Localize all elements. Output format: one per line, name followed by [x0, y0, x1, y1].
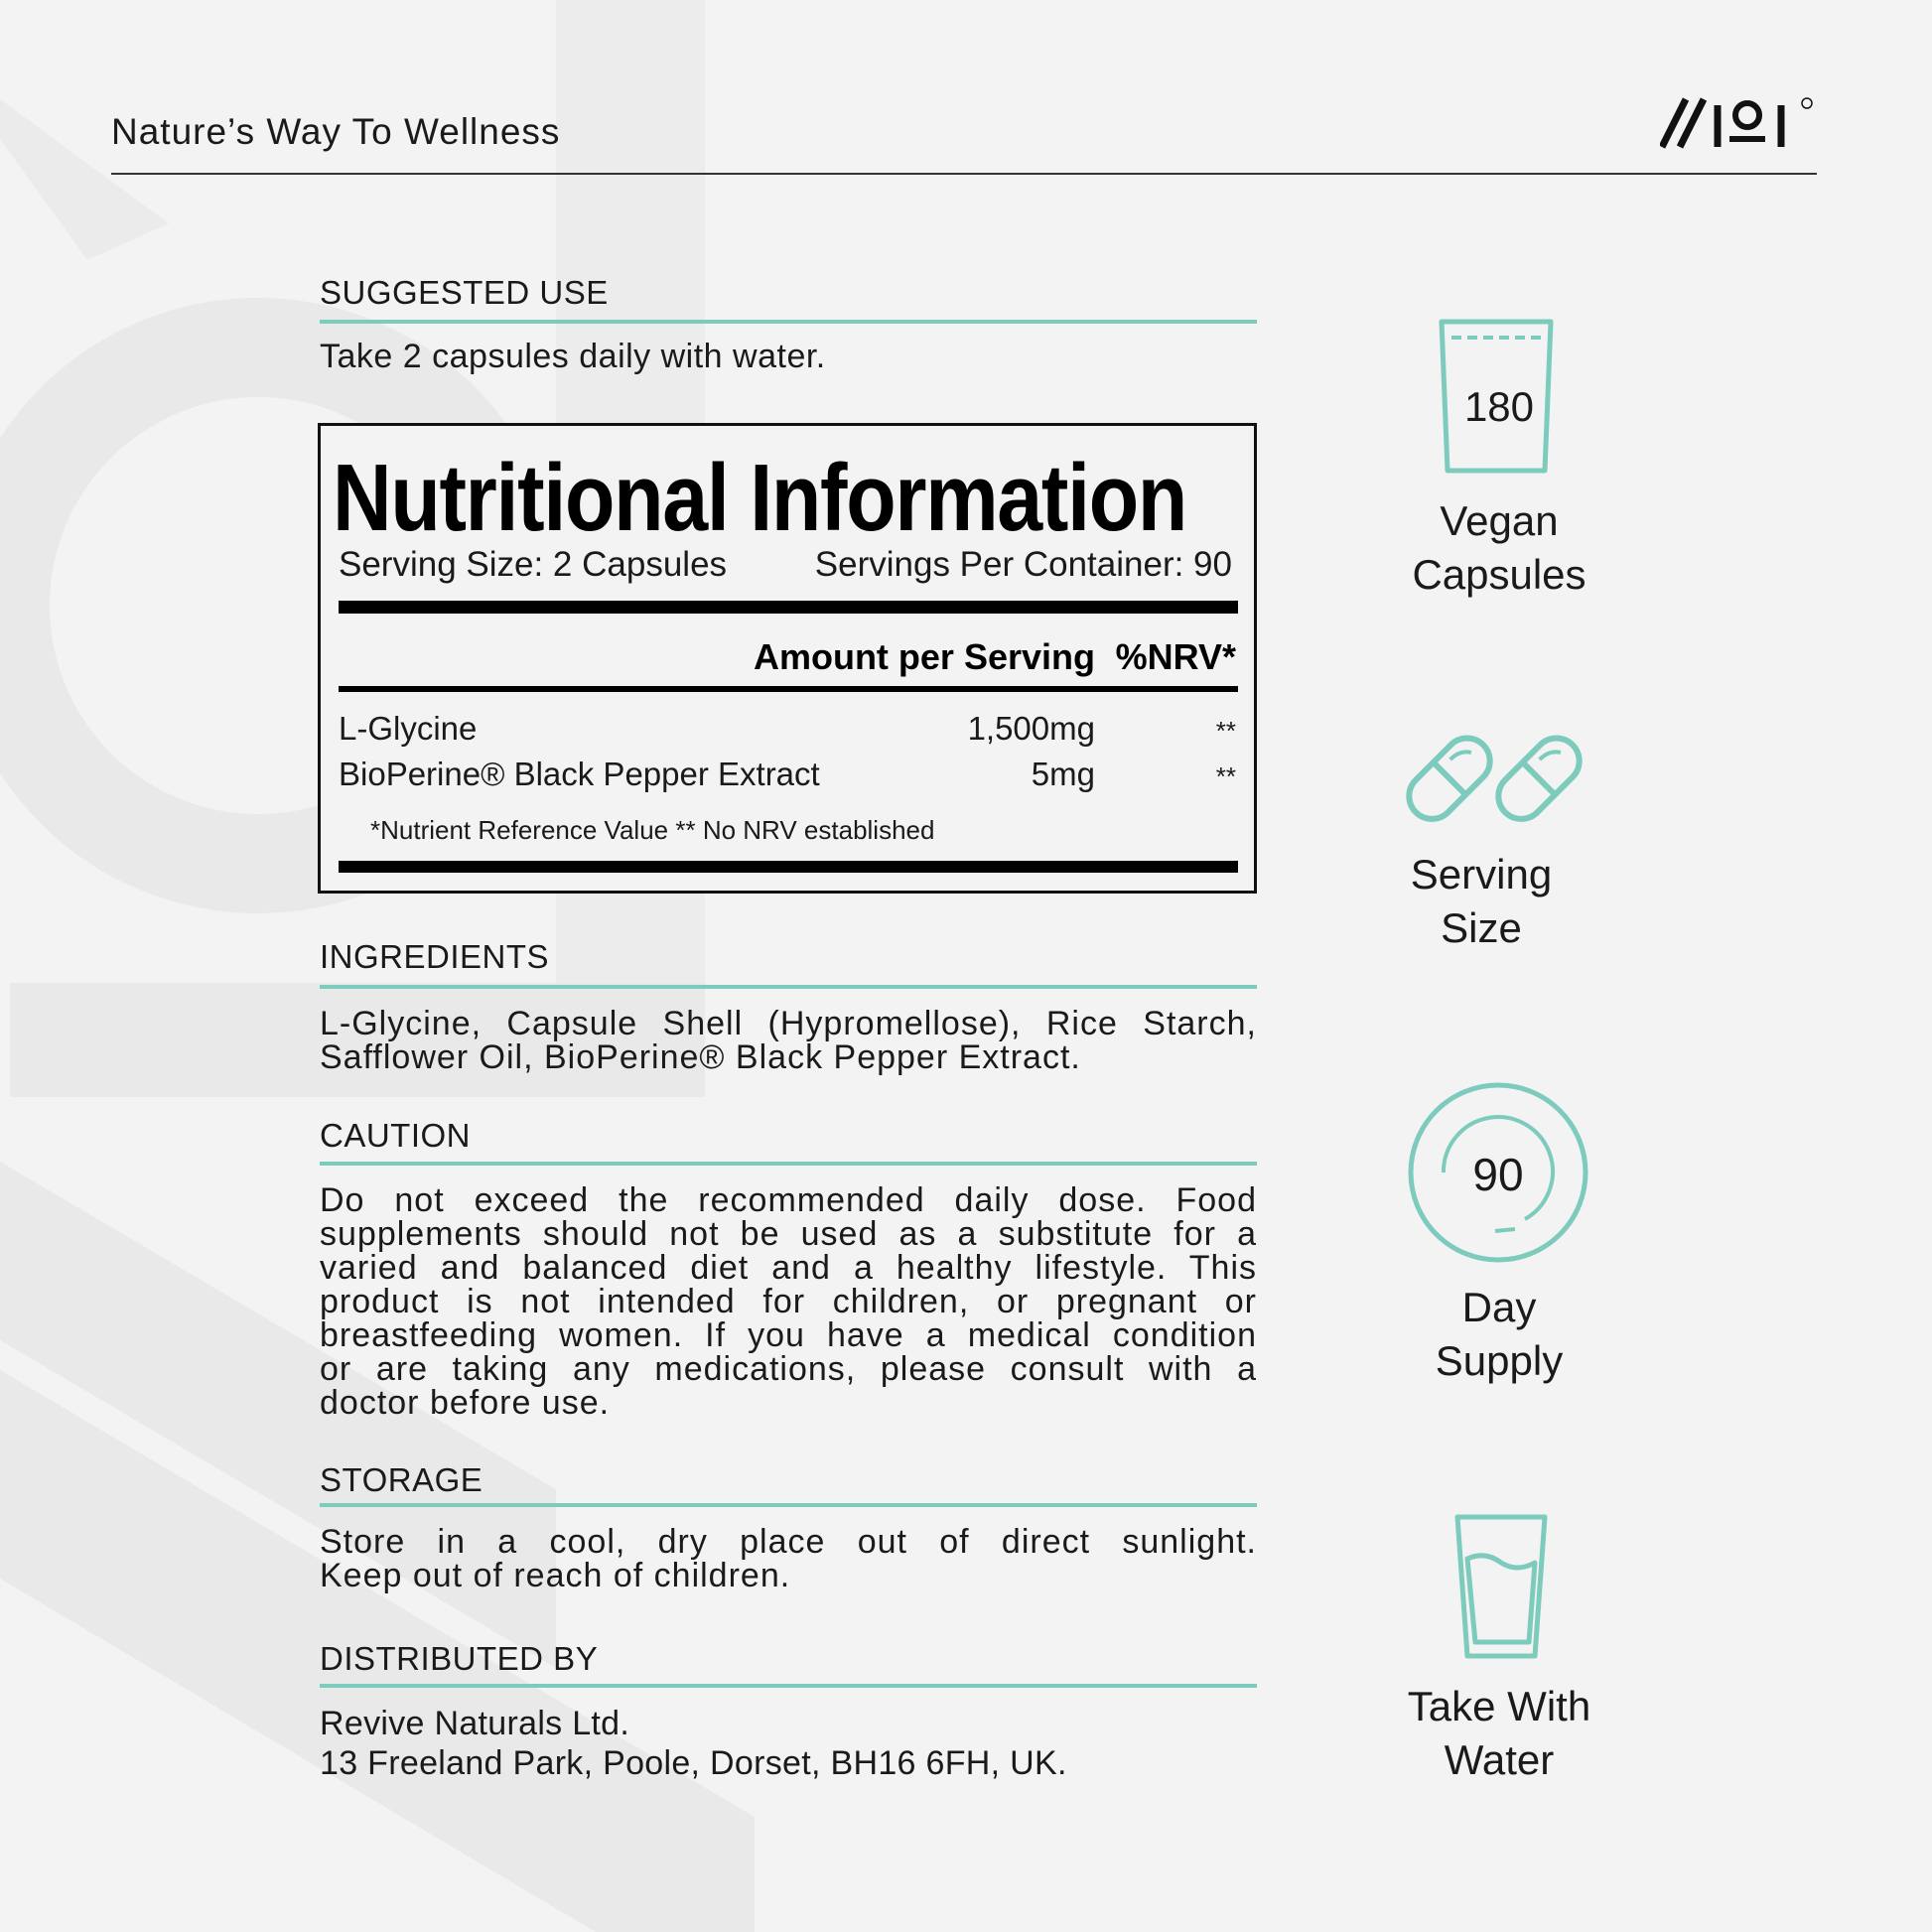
caption-line: Vegan [1440, 497, 1559, 544]
distributed-by-divider [320, 1684, 1257, 1688]
caution-line: supplements should not be used as a substitute for a [320, 1215, 1257, 1253]
caution-line: product is not intended for children, or pregnant or [320, 1283, 1257, 1320]
ingredients-heading: INGREDIENTS [320, 938, 550, 975]
day-count: 90 [1472, 1149, 1524, 1200]
ingredients-divider [320, 985, 1257, 989]
serving-size: Serving Size: 2 Capsules [339, 545, 728, 584]
nutrition-bottom-bar [339, 861, 1238, 873]
caution-heading: CAUTION [320, 1117, 471, 1154]
nutrient-nrv: ** [1215, 716, 1236, 746]
nutrition-header-divider [339, 686, 1238, 692]
storage-text [320, 1525, 1257, 1592]
caution-line: doctor before use. [320, 1384, 611, 1422]
storage-heading: STORAGE [320, 1461, 483, 1498]
caption-line: Size [1441, 904, 1522, 951]
nutrition-title: Nutritional Information [333, 445, 1187, 551]
caution-line: or are taking any medications, please consult with a [320, 1350, 1257, 1388]
nutrient-amount: 5mg [1031, 756, 1095, 792]
nutrient-amount: 1,500mg [967, 710, 1095, 747]
suggested-use-divider [320, 320, 1257, 324]
caution-line: Do not exceed the recommended daily dose. Food [320, 1181, 1257, 1219]
caption-line: Capsules [1412, 551, 1587, 598]
caption-line: Serving [1410, 851, 1553, 897]
capsules-icon [1400, 727, 1598, 836]
caption-line: Supply [1435, 1337, 1564, 1384]
nrv-footnote: *Nutrient Reference Value ** No NRV established [370, 815, 935, 845]
caution-divider [320, 1162, 1257, 1166]
ingredients-line: L-Glycine, Capsule Shell (Hypromellose), Rice Starch, [320, 1005, 1257, 1042]
vegan-capsules-badge [1430, 316, 1569, 475]
amount-column-header: Amount per Serving [753, 636, 1095, 677]
day-supply-badge [1406, 1080, 1590, 1265]
take-with-water-badge [1451, 1513, 1551, 1660]
caption-line: Water [1444, 1736, 1555, 1783]
nrv-column-header: %NRV* [1115, 636, 1236, 677]
storage-line: Store in a cool, dry place out of direct sunlight. [320, 1523, 1257, 1561]
nutrition-facts-panel [318, 423, 1257, 894]
ingredients-line: Safflower Oil, BioPerine® Black Pepper Extract. [320, 1038, 1081, 1076]
distributor-company: Revive Naturals Ltd. [320, 1705, 630, 1742]
caption-line: Take With [1407, 1683, 1591, 1729]
servings-per-container: Servings Per Container: 90 [814, 545, 1232, 584]
serving-size-caption [1332, 848, 1630, 955]
logo-mark-icon [1660, 95, 1819, 151]
storage-divider [320, 1503, 1257, 1507]
header-divider [111, 173, 1817, 175]
caution-line: breastfeeding women. If you have a medical condition [320, 1316, 1257, 1354]
caution-text [320, 1183, 1257, 1420]
distributed-by-heading: DISTRIBUTED BY [320, 1640, 599, 1677]
caption-line: Day [1461, 1284, 1537, 1330]
nutrient-nrv: ** [1215, 761, 1236, 791]
nutrient-name: L-Glycine [339, 710, 478, 747]
suggested-use-text: Take 2 capsules daily with water. [320, 338, 826, 375]
brand-tagline: Nature’s Way To Wellness [111, 111, 561, 152]
nutrition-thick-divider [339, 601, 1238, 614]
nutrient-name: BioPerine® Black Pepper Extract [339, 756, 820, 792]
distributor-address: 13 Freeland Park, Poole, Dorset, BH16 6FH, UK. [320, 1744, 1067, 1782]
vegan-capsules-caption [1350, 494, 1648, 602]
serving-size-badge [1400, 727, 1598, 836]
storage-line: Keep out of reach of children. [320, 1557, 791, 1594]
day-supply-caption [1350, 1281, 1648, 1388]
capsule-count: 180 [1463, 383, 1535, 430]
water-glass-icon [1451, 1513, 1551, 1660]
take-with-water-caption [1350, 1680, 1648, 1787]
suggested-use-heading: SUGGESTED USE [320, 274, 609, 311]
brand-logo [1660, 95, 1819, 156]
caution-line: varied and balanced diet and a healthy lifestyle. This [320, 1249, 1257, 1287]
ingredients-text [320, 1007, 1257, 1074]
